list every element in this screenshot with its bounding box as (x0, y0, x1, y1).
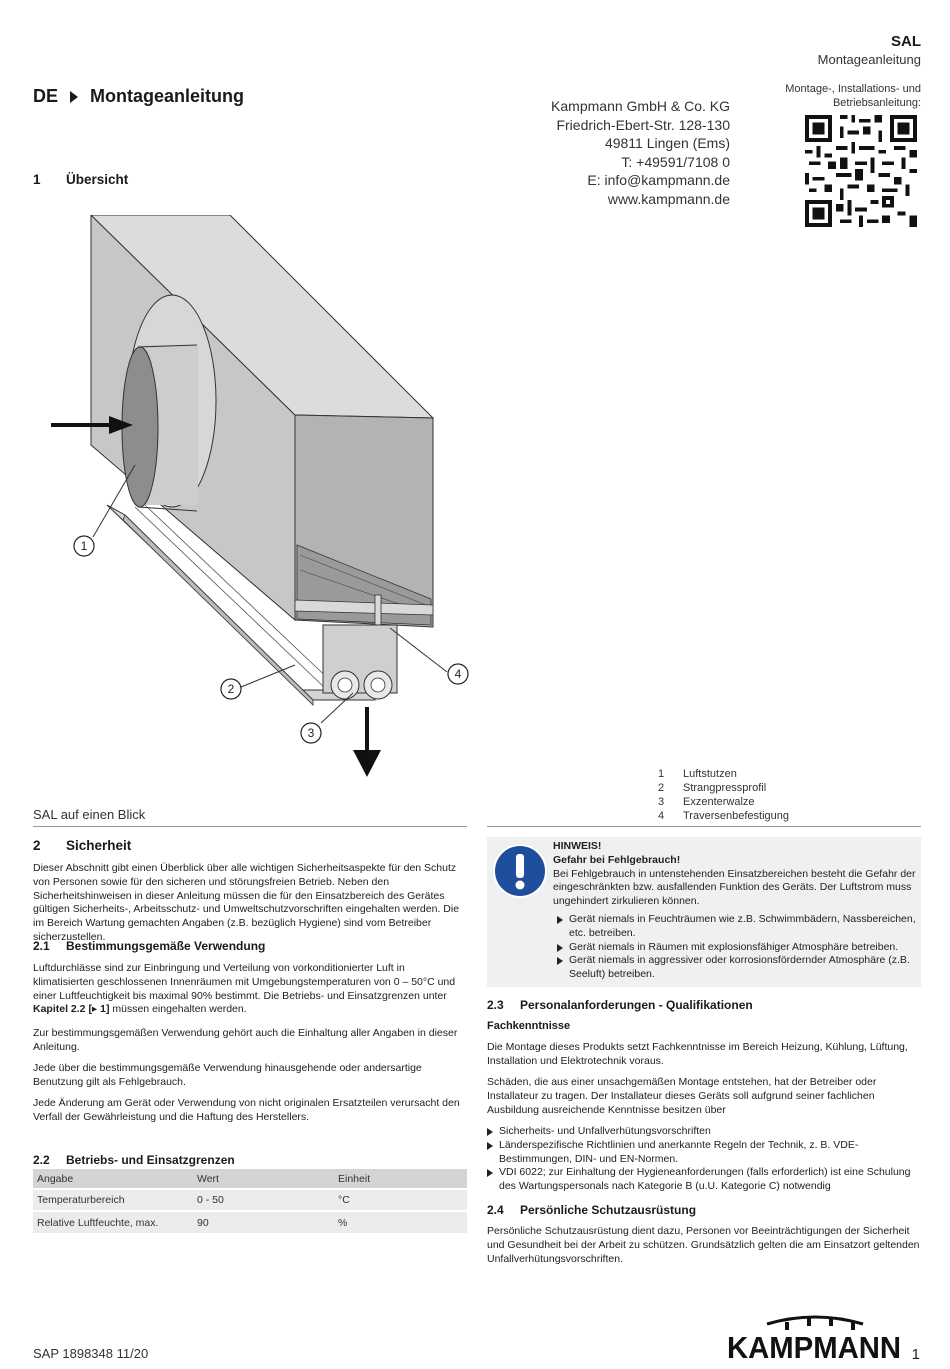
address-line: 49811 Lingen (Ems) (604, 135, 730, 151)
product-name: SAL (891, 33, 921, 50)
subsection-title: Persönliche Schutzausrüstung (520, 1203, 697, 1217)
subsection-number: 2.3 (487, 998, 504, 1012)
notice-label: HINWEIS! (553, 840, 602, 852)
section-number: 1 (33, 172, 41, 187)
triangle-right-icon (557, 957, 563, 965)
callout-label: 1 (80, 539, 88, 553)
section-title: Übersicht (66, 172, 129, 187)
notice-content (553, 840, 919, 982)
subsection-title: Betriebs- und Einsatzgrenzen (66, 1153, 235, 1167)
paragraph: Jede über die bestimmungsgemäße Verwendung hinausgehende oder andersartige Benutzung gilt als Fehlgebrauch. (33, 1062, 422, 1088)
divider (33, 826, 467, 827)
product-illustration (45, 215, 485, 785)
qr-label: Montage-, Installations- und Betriebsanleitung: (785, 83, 921, 109)
list-item: Gerät niemals in Räumen mit explosionsfähiger Atmosphäre betreiben. (557, 941, 919, 955)
paragraph: Persönliche Schutzausrüstung dient dazu, Personen vor Beeinträchtigungen der Sicherheit und Gesundheit bei der Arbeit zu schützen. Grundsätzlich gelten die am Einsatzort geltenden Unfallverhütungsvorschriften. (487, 1225, 920, 1265)
subsection-title: Bestimmungsgemäße Verwendung (66, 939, 266, 953)
list-item: Länderspezifische Richtlinien und anerkannte Regeln der Technik, z. B. VDE-Bestimmungen, DIN- und EN-Normen. (487, 1139, 921, 1167)
chapter-link[interactable]: Kapitel 2.2 [▸ 1] (33, 1003, 110, 1016)
kampmann-logo (727, 1314, 903, 1362)
address-line: www.kampmann.de (607, 190, 730, 207)
section-title: Sicherheit (66, 838, 132, 853)
paragraph: Luftdurchlässe sind zur Einbringung und Verteilung von vorkonditionierter Luft in klimatisierten geschlossenen Innenräumen mit Umgebungstemperaturen von 0 – 50°C und einer Luftfeuchtigkeit bis maximal 90% bestimmt. Die Betriebs- und Einsatzgrenzen unter Kapitel 2.2 [▸ 1] müssen eingehalten werden. (33, 962, 456, 1016)
figure-legend (658, 767, 789, 823)
subheading: Fachkenntnisse (487, 1020, 571, 1032)
table-cell: 90 (193, 1211, 334, 1233)
paragraph: Schäden, die aus einer unsachgemäßen Montage entstehen, hat der Betreiber oder Installateur zu tragen. Der Installateur dieses Geräts soll aufgrund seiner fachlichen Ausbildung ausreichende Kenntnisse besitzen über (487, 1076, 877, 1116)
callout-label: 4 (454, 667, 462, 681)
section-intro: Dieser Abschnitt gibt einen Überblick über alle wichtigen Sicherheitsaspekte für den Schutz von Personen sowie für den sicheren und störungsfreien Betrieb. Neben den Sicherheitshinweisen in dieser Anleitung müssen die für den Einsatzbereich des Gerätes gültigen Sicherheits-, Arbeitsschutz- und Umweltschutzvorschriften eingehalten werden. Die im Bereich Wartung gemachten Angaben (z.B. bezüglich Hygiene) sind vom Betreiber sicherzustellen. (33, 862, 460, 943)
subsection-number: 2.2 (33, 1153, 50, 1167)
table-cell: °C (334, 1189, 467, 1211)
table-cell: Relative Luftfeuchte, max. (33, 1211, 193, 1233)
list-item: VDI 6022; zur Einhaltung der Hygieneanforderungen (falls erforderlich) ist eine Schulung des Wartungspersonals nach Kategorie B (u.U. Kategorie C) notwendig (487, 1166, 921, 1194)
legend-item: 2 Strangpressprofil (658, 782, 767, 794)
legend-item: 1 Luftstutzen (658, 768, 737, 780)
doc-title: Montageanleitung (90, 86, 245, 106)
legend-item: 3 Exzenterwalze (658, 796, 755, 808)
table-cell: Temperaturbereich (33, 1189, 193, 1211)
address-line: E: info@kampmann.de (587, 172, 730, 188)
notice-text: Bei Fehlgebrauch in untenstehenden Einsatzbereichen besteht die Gefahr der eingeschränkten bzw. ausfallenden Funktion des Geräts. Der Luftstrom muss ungehindert zirkulieren können. (553, 867, 916, 908)
company-address (551, 97, 730, 208)
section-number: 2 (33, 838, 41, 853)
list-item: Sicherheits- und Unfallverhütungsvorschriften (487, 1125, 921, 1139)
column-header: Angabe (33, 1169, 193, 1189)
column-header: Einheit (334, 1169, 467, 1189)
subsection-title: Personalanforderungen - Qualifikationen (520, 998, 753, 1012)
logo-text: KAMPMANN (727, 1330, 901, 1362)
language-code: DE (33, 86, 59, 106)
table-cell: 0 - 50 (193, 1189, 334, 1211)
subsection-number: 2.1 (33, 939, 50, 953)
address-line: Friedrich-Ebert-Str. 128-130 (556, 116, 730, 133)
figure-caption: SAL auf einen Blick (33, 807, 146, 822)
subsection-number: 2.4 (487, 1203, 504, 1217)
limits-table (33, 1169, 467, 1233)
callout-label: 3 (307, 726, 315, 740)
triangle-right-icon (487, 1128, 493, 1136)
paragraph: Jede Änderung am Gerät oder Verwendung von nicht originalen Ersatzteilen verursacht den Verfall der Gewährleistung und die Haftung des Herstellers. (33, 1097, 460, 1123)
legend-item: 4 Traversenbefestigung (658, 810, 789, 822)
notice-headline: Gefahr bei Fehlgebrauch! (553, 853, 681, 866)
paragraph: Die Montage dieses Produkts setzt Fachkenntnisse im Bereich Heizung, Kühlung, Lüftung, Installation und Elektrotechnik voraus. (487, 1041, 908, 1067)
address-line: T: +49591/7108 0 (621, 153, 730, 170)
triangle-right-icon (557, 944, 563, 952)
triangle-right-icon (70, 91, 78, 103)
exclamation-icon (492, 843, 548, 899)
doc-type: Montageanleitung (817, 52, 921, 67)
callout-label: 2 (227, 682, 235, 696)
qualification-list (483, 1125, 921, 1194)
list-item: Gerät niemals in aggressiver oder korrosionsfördernder Atmosphäre (z.B. Seeluft) betreiben. (557, 954, 919, 982)
paragraph: Zur bestimmungsgemäßen Verwendung gehört auch die Einhaltung aller Angaben in dieser Anleitung. (33, 1027, 458, 1053)
list-item: Gerät niemals in Feuchträumen wie z.B. Schwimmbädern, Nassbereichen, etc. betreiben. (557, 913, 919, 941)
divider (487, 826, 921, 827)
triangle-right-icon (487, 1169, 493, 1177)
qr-code-icon[interactable] (805, 115, 917, 227)
document-code: SAP 1898348 11/20 (33, 1346, 149, 1361)
column-header: Wert (193, 1169, 334, 1189)
triangle-right-icon (487, 1142, 493, 1150)
table-cell: % (334, 1211, 467, 1233)
page-number: 1 (911, 1346, 920, 1363)
table-row (33, 1189, 467, 1211)
doc-heading (33, 86, 244, 107)
table-row (33, 1211, 467, 1233)
address-line: Kampmann GmbH & Co. KG (551, 98, 730, 114)
table-header-row (33, 1169, 467, 1189)
triangle-right-icon (557, 916, 563, 924)
